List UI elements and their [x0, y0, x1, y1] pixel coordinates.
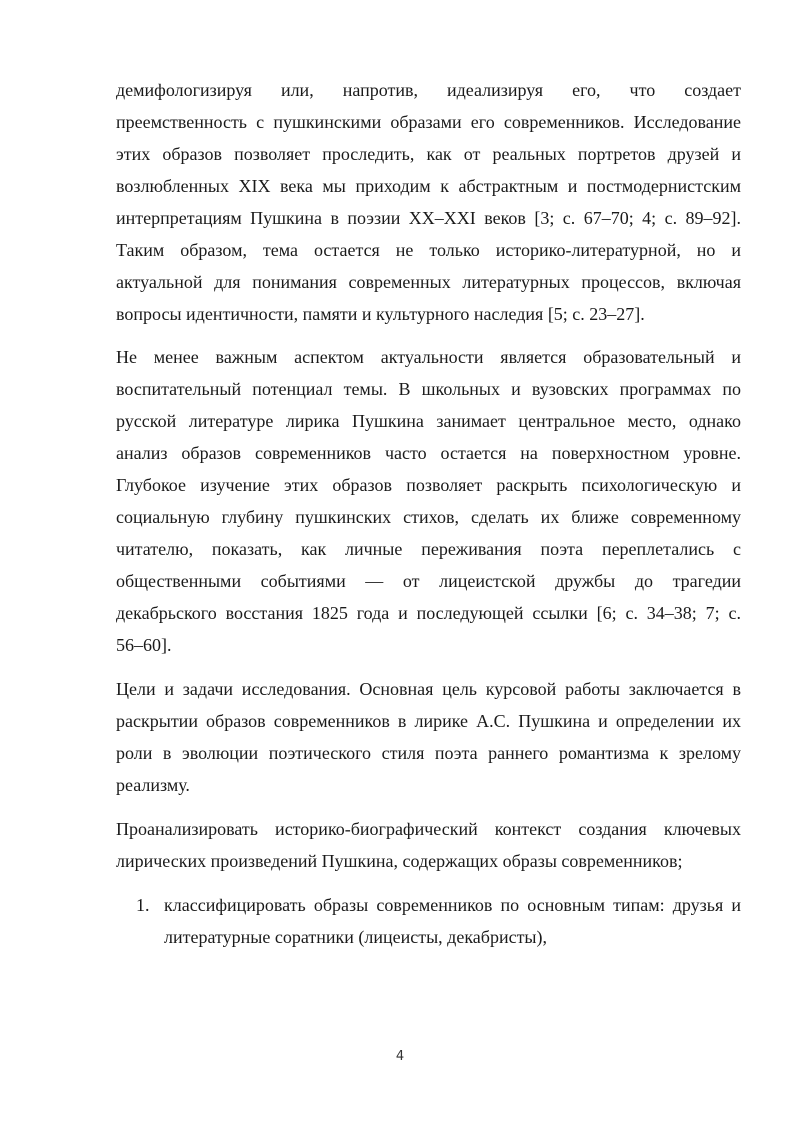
text-line: Проанализировать историко-биографический контекст создания ключевых: [116, 819, 741, 839]
text-line: этих образов позволяет проследить, как от реальных портретов друзей и: [116, 144, 741, 164]
text-line: социальную глубину пушкинских стихов, сделать их ближе современному: [116, 507, 741, 527]
text-line: читателю, показать, как личные переживания поэта переплетались с: [116, 539, 741, 559]
text-line: 56–60].: [116, 635, 172, 655]
text-line: Таким образом, тема остается не только историко-литературной, но и: [116, 240, 741, 260]
text-line: демифологизируя или, напротив, идеализируя его, что создает: [116, 80, 741, 100]
text-line: литературные соратники (лицеисты, декабристы),: [164, 927, 548, 947]
text-line: анализ образов современников часто остается на поверхностном уровне.: [116, 443, 741, 463]
text-line: реализму.: [116, 775, 190, 795]
text-line: классифицировать образы современников по основным типам: друзья и: [164, 895, 741, 915]
text-line: общественными событиями — от лицеистской дружбы до трагедии: [116, 571, 741, 591]
text-line: интерпретациям Пушкина в поэзии XX–XXI веков [3; с. 67–70; 4; с. 89–92].: [116, 208, 741, 228]
text-line: актуальной для понимания современных литературных процессов, включая: [116, 272, 741, 292]
text-line: Цели и задачи исследования. Основная цель курсовой работы заключается в: [116, 679, 741, 699]
list-item-number: 1.: [136, 895, 150, 915]
text-line: Не менее важным аспектом актуальности является образовательный и: [116, 347, 741, 367]
text-line: раскрытии образов современников в лирике А.С. Пушкина и определении их: [116, 711, 741, 731]
page-number: 4: [395, 1049, 405, 1064]
text-line: русской литературе лирика Пушкина занимает центральное место, однако: [116, 411, 741, 431]
text-line: вопросы идентичности, памяти и культурного наследия [5; с. 23–27].: [116, 304, 645, 324]
text-line: Глубокое изучение этих образов позволяет раскрыть психологическую и: [116, 475, 741, 495]
text-line: лирических произведений Пушкина, содержащих образы современников;: [116, 851, 683, 871]
text-line: воспитательный потенциал темы. В школьных и вузовских программах по: [116, 379, 741, 399]
text-line: декабрьского восстания 1825 года и последующей ссылки [6; с. 34–38; 7; с.: [116, 603, 741, 623]
text-line: возлюбленных XIX века мы приходим к абстрактным и постмодернистским: [116, 176, 741, 196]
text-line: роли в эволюции поэтического стиля поэта раннего романтизма к зрелому: [116, 743, 741, 763]
text-line: преемственность с пушкинскими образами его современников. Исследование: [116, 112, 741, 132]
